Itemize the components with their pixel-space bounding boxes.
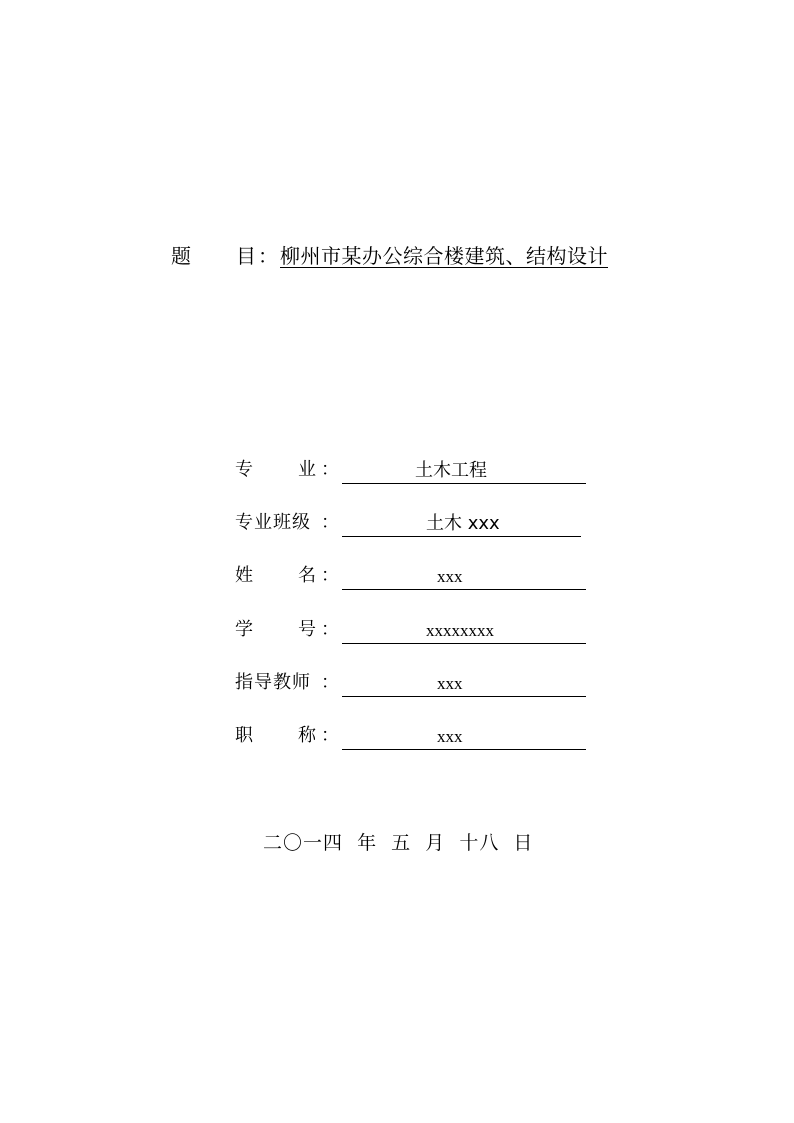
field-student-id — [0, 616, 794, 644]
value-underline — [342, 458, 586, 484]
thesis-title-row — [0, 241, 794, 271]
advisor-value: xxx — [437, 674, 463, 693]
class-value: 土木 xxx — [426, 513, 500, 534]
value-underline — [342, 724, 586, 750]
field-name — [0, 562, 794, 590]
field-label: 专业班级 — [235, 512, 311, 533]
value-underline — [342, 671, 586, 697]
major-value: 土木工程 — [415, 460, 487, 481]
submission-date: 二〇一四 年 五 月 十八 日 — [263, 832, 534, 854]
field-label-char-2: 名 — [298, 565, 316, 586]
value-underline — [342, 618, 586, 644]
field-label-char-2: 称 — [298, 725, 316, 746]
field-title-rank — [0, 722, 794, 750]
date-row — [0, 828, 794, 858]
field-colon: ： — [321, 672, 339, 693]
field-label-char-2: 号 — [298, 619, 316, 640]
field-label-char-1: 专 — [235, 459, 253, 480]
field-colon: ： — [321, 725, 339, 746]
thesis-title: 柳州市某办公综合楼建筑、结构设计 — [280, 244, 608, 268]
field-class — [0, 509, 794, 537]
student-id-value: xxxxxxxx — [426, 621, 494, 640]
rank-value: xxx — [437, 727, 463, 746]
field-colon: ： — [321, 565, 339, 586]
title-label-char-1: 题 — [171, 244, 191, 268]
field-colon: ： — [321, 459, 339, 480]
field-label-char-1: 姓 — [235, 565, 253, 586]
field-label-char-2: 业 — [298, 459, 316, 480]
value-underline — [342, 511, 581, 537]
field-label-char-1: 职 — [235, 725, 253, 746]
field-colon: ： — [321, 512, 339, 533]
title-label-char-2: 目 — [236, 244, 256, 268]
value-underline — [342, 564, 586, 590]
field-label-char-1: 学 — [235, 619, 253, 640]
title-colon: ： — [258, 244, 278, 268]
field-label: 指导教师 — [235, 672, 311, 693]
name-value: xxx — [437, 567, 463, 586]
field-advisor — [0, 669, 794, 697]
field-major — [0, 456, 794, 484]
field-colon: ： — [321, 619, 339, 640]
